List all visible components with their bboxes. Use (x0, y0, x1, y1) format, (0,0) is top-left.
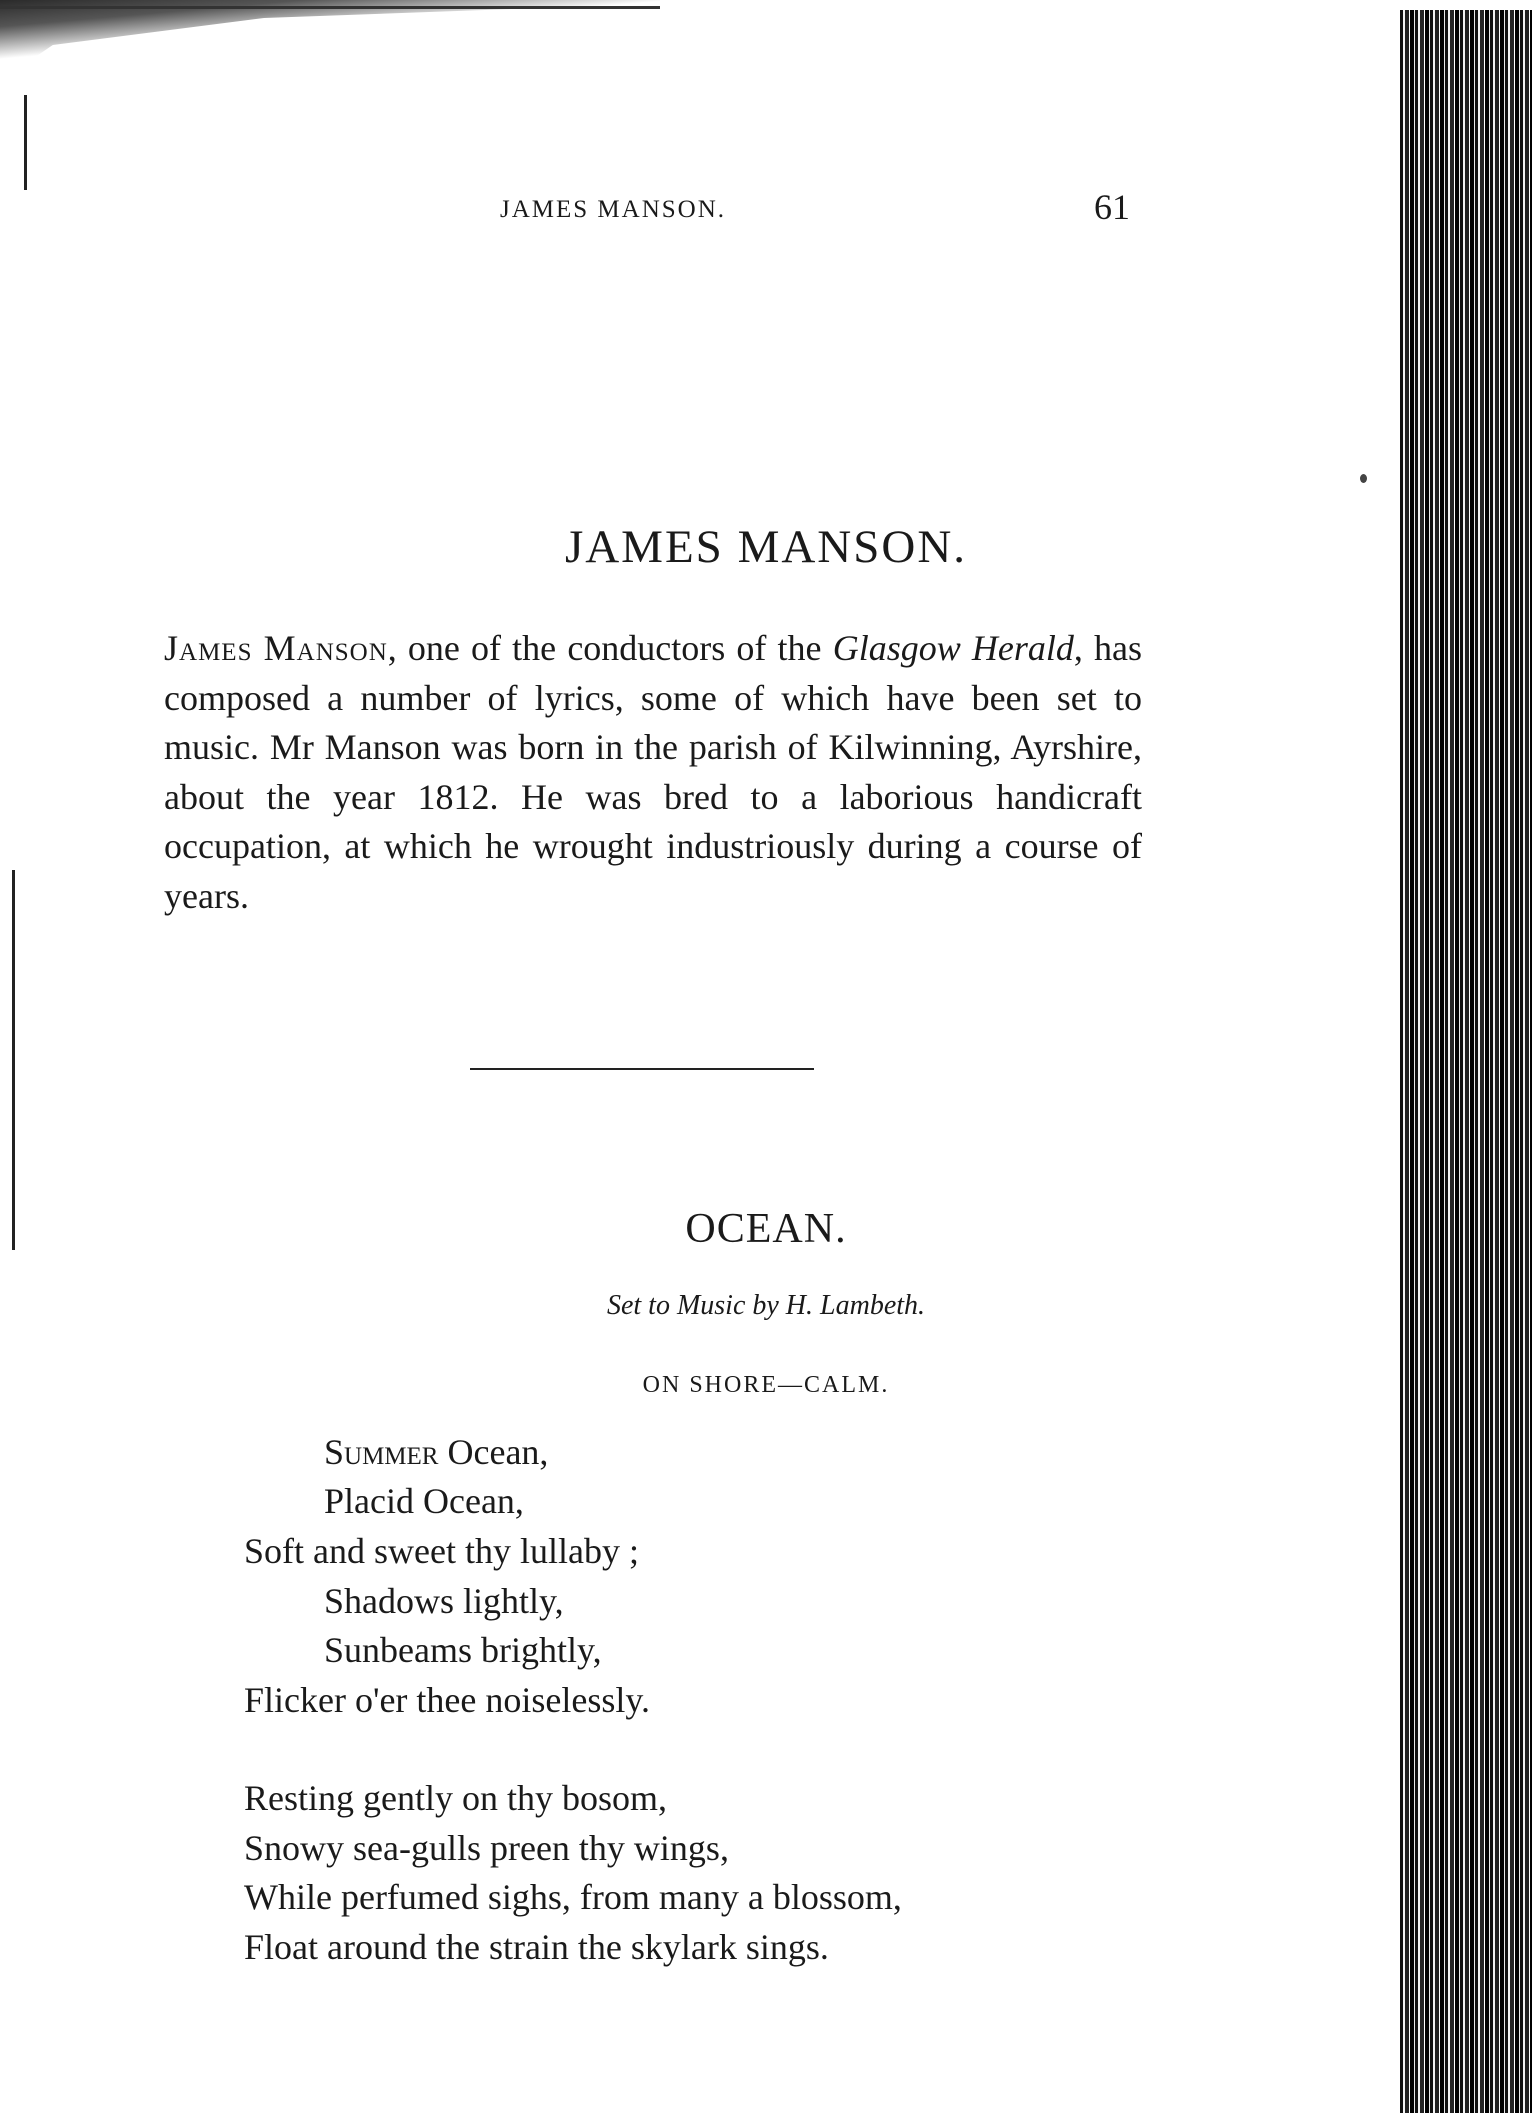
verse-line: Flicker o'er thee noiselessly. (244, 1680, 651, 1720)
verse-line: Sunbeams brightly, (324, 1630, 602, 1670)
poem-title: OCEAN. (685, 1206, 847, 1252)
section-divider (470, 1068, 814, 1070)
verse-first-word: Summer (324, 1432, 439, 1472)
bio-name-last: Manson (263, 628, 388, 668)
poem-subhead: ON SHORE—CALM. (642, 1372, 890, 1398)
bio-publication: Glasgow Herald (832, 628, 1074, 668)
biography-paragraph (164, 624, 1142, 921)
verse-line: Shadows lightly, (324, 1581, 564, 1621)
scan-left-mark-upper (24, 95, 27, 190)
verse-line: Soft and sweet thy lullaby ; (244, 1531, 639, 1571)
verse-line: Float around the strain the skylark sings. (244, 1927, 829, 1967)
verse-line: Resting gently on thy bosom, (244, 1778, 667, 1818)
verse-line-rest: Ocean, (438, 1432, 549, 1472)
scan-speck (1360, 474, 1367, 483)
verse-line: Placid Ocean, (324, 1481, 524, 1521)
bio-text-1: , one of the conductors of the (387, 628, 833, 668)
section-title: JAMES MANSON. (564, 521, 968, 573)
bio-text-2: , has composed a number of lyrics, some of which have been set to music. Mr Manson was born in the parish of Kilwinning, Ayrshire, about the year 1812. He was bred to a laborious handicraft occupation, at which he wrought industriously during a course of years. (164, 628, 1143, 916)
verse-line: While perfumed sighs, from many a blossom, (244, 1877, 902, 1917)
verse-line: Snowy sea-gulls preen thy wings, (244, 1828, 729, 1868)
bio-name-first: James (164, 628, 253, 668)
running-head: JAMES MANSON. (500, 196, 727, 223)
scan-top-edge (0, 6, 660, 9)
book-page-edges (1400, 10, 1532, 2113)
scan-corner-shadow (0, 0, 660, 90)
verse-line (324, 1431, 548, 1473)
scan-left-mark-lower (12, 870, 15, 1250)
page-number: 61 (1094, 187, 1130, 227)
poem-credit: Set to Music by H. Lambeth. (606, 1290, 926, 1321)
